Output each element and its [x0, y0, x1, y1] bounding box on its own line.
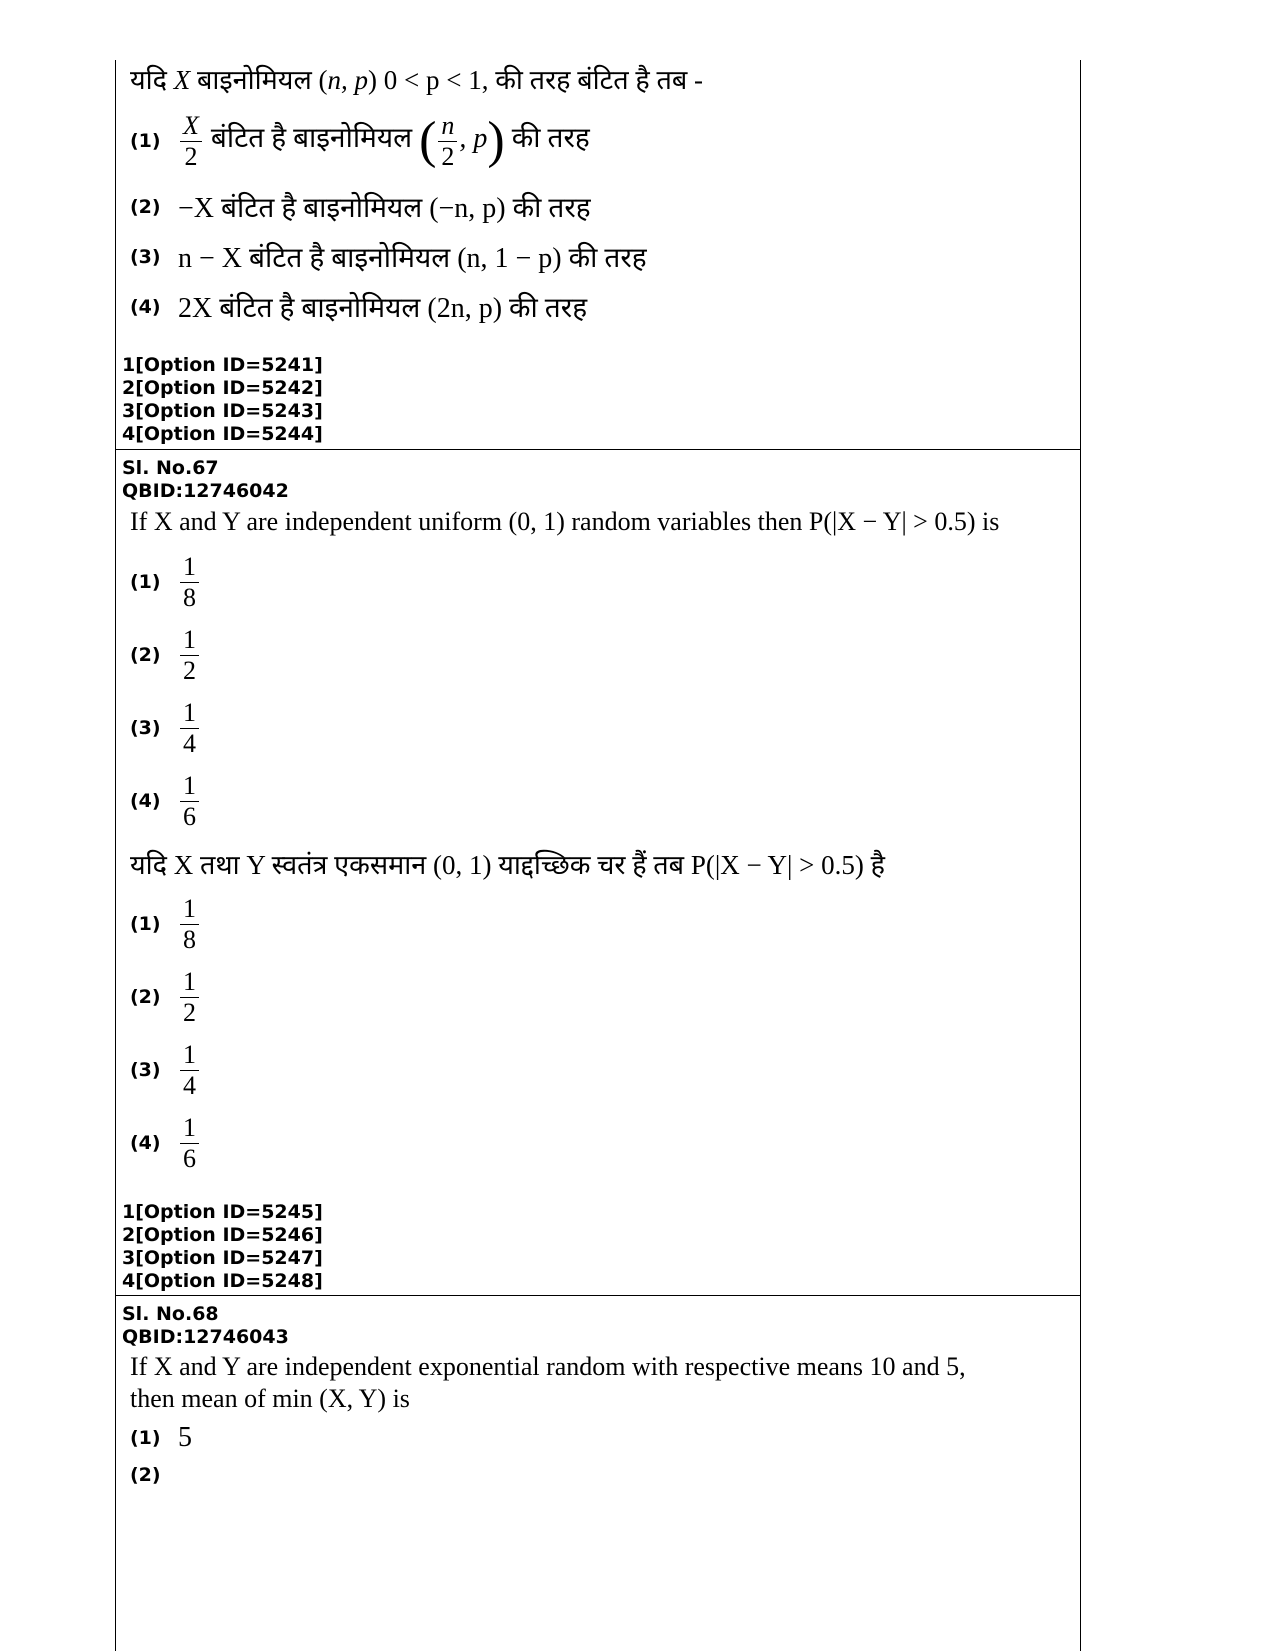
question-divider — [116, 449, 1080, 450]
option-number: (4) — [130, 296, 161, 318]
option-text: 5 — [178, 1422, 192, 1453]
option-text: 2X बंटित है बाइनोमियल (2n, p) की तरह — [178, 293, 588, 324]
option-text: $\frac{X}{2}$ बंटित है बाइनोमियल ( $\frac{n}{2}$ , p) की तरह — [178, 112, 590, 170]
option-id: 2[Option ID=5246] — [122, 1224, 323, 1246]
sl-no: Sl. No.68 — [122, 1303, 219, 1325]
q67-hi-option-3 — [130, 1036, 201, 1104]
option-id: 1[Option ID=5245] — [122, 1201, 323, 1223]
sl-no: Sl. No.67 — [122, 457, 219, 479]
q68-header — [122, 1303, 289, 1349]
option-number: (1) — [130, 913, 161, 935]
q66-option-4 — [130, 277, 587, 337]
option-number: (4) — [130, 1132, 161, 1154]
option-number: (2) — [130, 1464, 161, 1486]
question-paper-frame — [115, 60, 1081, 1651]
q67-en-option-4 — [130, 767, 201, 835]
fraction: $\frac{1}{4}$ — [180, 1041, 199, 1099]
q68-option-2 — [130, 1453, 178, 1497]
option-number: (1) — [130, 571, 161, 593]
fraction: $\frac{1}{6}$ — [180, 1114, 199, 1172]
question-66-hindi: यदि X बाइनोमियल (n, p) 0 < p < 1, की तरह बंटित है तब - — [130, 65, 703, 95]
option-text: −X बंटित है बाइनोमियल (−n, p) की तरह — [178, 193, 591, 224]
fraction: $\frac{1}{8}$ — [180, 553, 199, 611]
qbid: QBID:12746043 — [122, 1326, 289, 1348]
fraction: $\frac{X}{2}$ — [180, 112, 202, 170]
option-number: (1) — [130, 1427, 161, 1449]
q67-header — [122, 457, 289, 503]
option-number: (2) — [130, 196, 161, 218]
q66-option-1 — [130, 111, 590, 171]
option-number: (3) — [130, 717, 161, 739]
option-text: n − X बंटित है बाइनोमियल (n, 1 − p) की तरह — [178, 243, 647, 274]
fraction: $\frac{1}{6}$ — [180, 772, 199, 830]
fraction: $\frac{1}{8}$ — [180, 895, 199, 953]
option-number: (2) — [130, 644, 161, 666]
fraction: $\frac{1}{2}$ — [180, 626, 199, 684]
question-67-english: If X and Y are independent uniform (0, 1) random variables then P(|X − Y| > 0.5) is — [130, 507, 1000, 536]
option-id: 2[Option ID=5242] — [122, 377, 323, 399]
fraction: $\frac{1}{4}$ — [180, 699, 199, 757]
option-id: 1[Option ID=5241] — [122, 354, 323, 376]
option-id: 3[Option ID=5247] — [122, 1247, 323, 1269]
option-id: 4[Option ID=5244] — [122, 423, 323, 445]
q67-en-option-1 — [130, 548, 201, 616]
option-number: (3) — [130, 1059, 161, 1081]
q67-en-option-2 — [130, 621, 201, 689]
q67-hi-option-1 — [130, 890, 201, 958]
option-number: (3) — [130, 246, 161, 268]
q66-option-ids — [122, 354, 323, 446]
option-id: 3[Option ID=5243] — [122, 400, 323, 422]
q67-option-ids — [122, 1201, 323, 1293]
fraction: $\frac{1}{2}$ — [180, 968, 199, 1026]
question-67-hindi: यदि X तथा Y स्वतंत्र एकसमान (0, 1) याद्दच्छिक चर हैं तब P(|X − Y| > 0.5) है — [130, 850, 885, 880]
option-number: (1) — [130, 130, 161, 152]
q67-hi-option-4 — [130, 1109, 201, 1177]
qbid: QBID:12746042 — [122, 480, 289, 502]
fraction: $\frac{n}{2}$ — [438, 112, 457, 170]
option-number: (2) — [130, 986, 161, 1008]
q67-en-option-3 — [130, 694, 201, 762]
question-68-line-1: If X and Y are independent exponential random with respective means 10 and 5, — [130, 1352, 966, 1381]
option-number: (4) — [130, 790, 161, 812]
option-id: 4[Option ID=5248] — [122, 1270, 323, 1292]
q67-hi-option-2 — [130, 963, 201, 1031]
question-68-line-2: then mean of min (X, Y) is — [130, 1384, 410, 1413]
question-divider — [116, 1295, 1080, 1296]
